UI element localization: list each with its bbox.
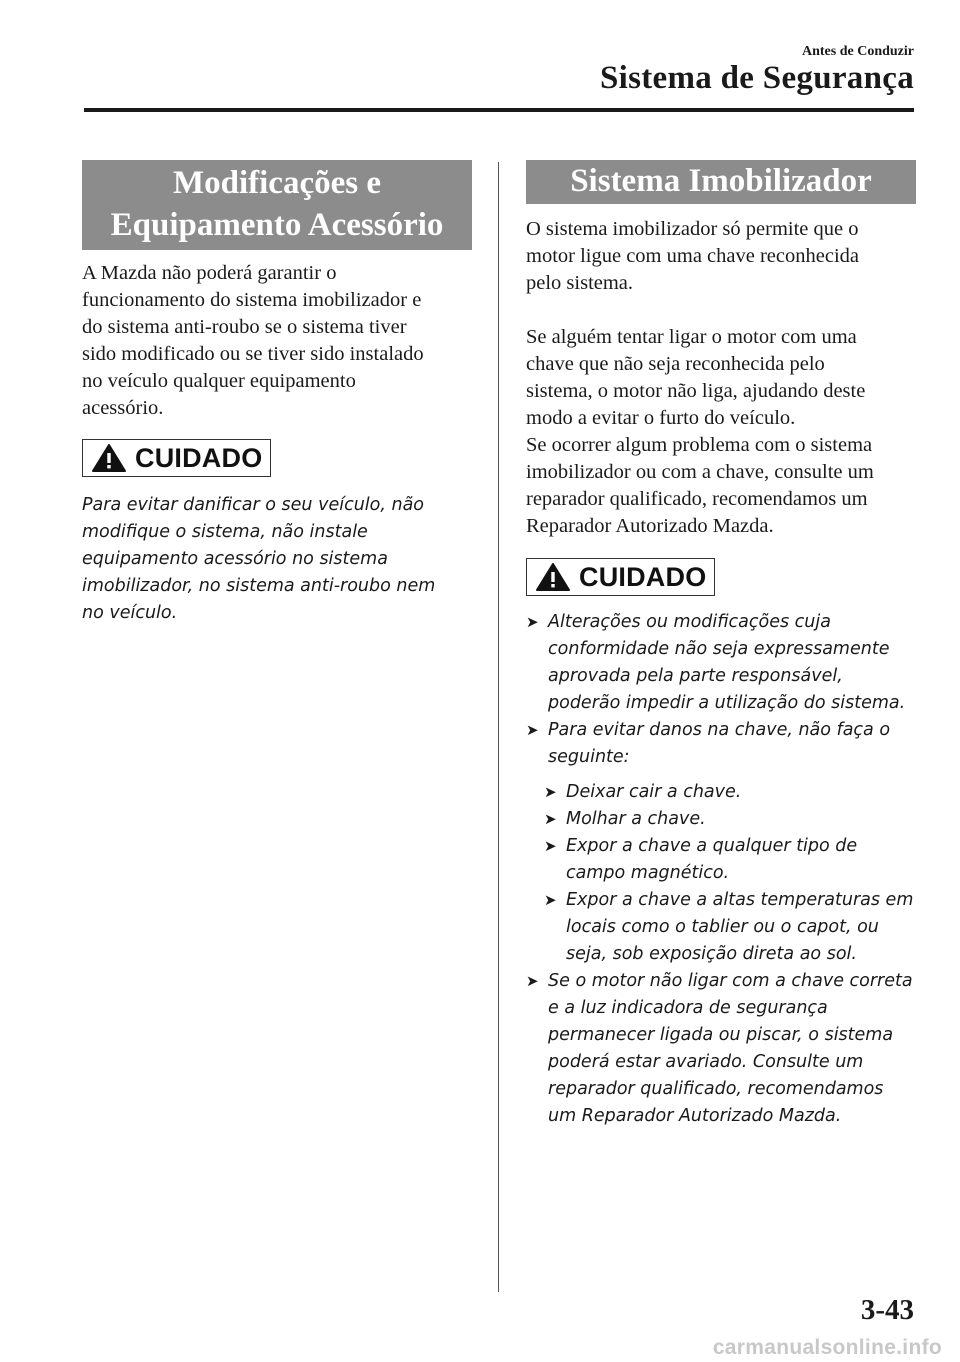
text-line: imobilizador, no sistema anti-roubo nem xyxy=(82,576,436,596)
text-line: sido modificado ou se tiver sido instalado xyxy=(82,343,424,365)
text-line: Deixar cair a chave. xyxy=(566,782,742,802)
header-section: Antes de Conduzir xyxy=(801,44,914,59)
caution-list xyxy=(526,609,916,1130)
caution-box xyxy=(82,439,271,477)
text-line: e a luz indicadora de segurança xyxy=(548,998,828,1018)
section-heading-imobilizador: Sistema Imobilizador xyxy=(526,160,916,204)
text-line: poderão impedir a utilização do sistema. xyxy=(548,693,906,713)
arrowhead-bullet-icon: ➤ xyxy=(544,810,557,828)
list-item xyxy=(526,968,916,1130)
column-divider xyxy=(498,162,499,1292)
text-line: Se alguém tentar ligar o motor com uma xyxy=(526,326,857,348)
paragraph-2 xyxy=(526,324,916,540)
text-line: locais como o tablier ou o capot, ou xyxy=(566,917,879,937)
text-line: reparador qualificado, recomendamos um xyxy=(526,488,868,510)
left-column xyxy=(82,160,472,627)
text-line: campo magnético. xyxy=(566,863,730,883)
text-line: seja, sob exposição direta ao sol. xyxy=(566,944,857,964)
text-line: equipamento acessório no sistema xyxy=(82,549,388,569)
list-item xyxy=(526,609,916,717)
text-line: acessório. xyxy=(82,397,164,419)
paragraph-1 xyxy=(526,216,916,297)
right-column xyxy=(526,160,916,1130)
list-item xyxy=(526,717,916,771)
text-line: Para evitar danos na chave, não faça o xyxy=(548,720,891,740)
heading-line-1: Modificações e xyxy=(172,165,381,201)
page-title: Sistema de Segurança xyxy=(600,60,914,96)
text-line: O sistema imobilizador só permite que o xyxy=(526,218,859,240)
sub-list-item xyxy=(526,806,916,833)
sub-list-item xyxy=(526,887,916,968)
text-line: Se o motor não ligar com a chave correta xyxy=(548,971,913,991)
text-line: modo a evitar o furto do veículo. xyxy=(526,407,796,429)
text-line: Molhar a chave. xyxy=(566,809,706,829)
warning-triangle-icon xyxy=(91,443,127,473)
text-line: conformidade não seja expressamente xyxy=(548,639,890,659)
text-line: reparador qualificado, recomendamos xyxy=(548,1079,884,1099)
page-number: 3-43 xyxy=(860,1294,914,1326)
text-line: no veículo qualquer equipamento xyxy=(82,370,356,392)
text-line: pelo sistema. xyxy=(526,272,634,294)
text-line: no veículo. xyxy=(82,603,178,623)
text-line: Para evitar danificar o seu veículo, não xyxy=(82,495,425,515)
text-line: A Mazda não poderá garantir o xyxy=(82,262,337,284)
arrowhead-bullet-icon: ➤ xyxy=(544,837,557,855)
watermark: carmanualsonline.info xyxy=(712,1336,942,1359)
arrowhead-bullet-icon: ➤ xyxy=(526,972,539,990)
section-heading-modificacoes xyxy=(82,160,472,250)
text-line: permanecer ligada ou piscar, o sistema xyxy=(548,1025,894,1045)
sub-list-item xyxy=(526,779,916,806)
caution-box xyxy=(526,558,715,596)
caution-label: CUIDADO xyxy=(135,442,263,473)
sub-list-item xyxy=(526,833,916,887)
text-line: motor ligue com uma chave reconhecida xyxy=(526,245,859,267)
text-line: Alterações ou modificações cuja xyxy=(548,612,831,632)
header-rule xyxy=(84,108,914,112)
intro-paragraph xyxy=(82,260,472,422)
text-line: Se ocorrer algum problema com o sistema xyxy=(526,434,873,456)
warning-triangle-icon xyxy=(535,562,571,592)
text-line: Reparador Autorizado Mazda. xyxy=(526,515,774,537)
text-line: Expor a chave a altas temperaturas em xyxy=(566,890,914,910)
text-line: imobilizador ou com a chave, consulte um xyxy=(526,461,874,483)
text-line: aprovada pela parte responsável, xyxy=(548,666,843,686)
text-line: seguinte: xyxy=(548,747,630,767)
arrowhead-bullet-icon: ➤ xyxy=(544,783,557,801)
text-line: modifique o sistema, não instale xyxy=(82,522,368,542)
text-line: Expor a chave a qualquer tipo de xyxy=(566,836,858,856)
text-line: um Reparador Autorizado Mazda. xyxy=(548,1106,842,1126)
caution-label: CUIDADO xyxy=(579,561,707,592)
arrowhead-bullet-icon: ➤ xyxy=(544,891,557,909)
text-line: do sistema anti-roubo se o sistema tiver xyxy=(82,316,407,338)
heading-line-2: Equipamento Acessório xyxy=(110,207,444,243)
arrowhead-bullet-icon: ➤ xyxy=(526,613,539,631)
text-line: chave que não seja reconhecida pelo xyxy=(526,353,825,375)
text-line: sistema, o motor não liga, ajudando deste xyxy=(526,380,866,402)
arrowhead-bullet-icon: ➤ xyxy=(526,721,539,739)
text-line: poderá estar avariado. Consulte um xyxy=(548,1052,864,1072)
caution-text xyxy=(82,492,472,627)
text-line: funcionamento do sistema imobilizador e xyxy=(82,289,422,311)
